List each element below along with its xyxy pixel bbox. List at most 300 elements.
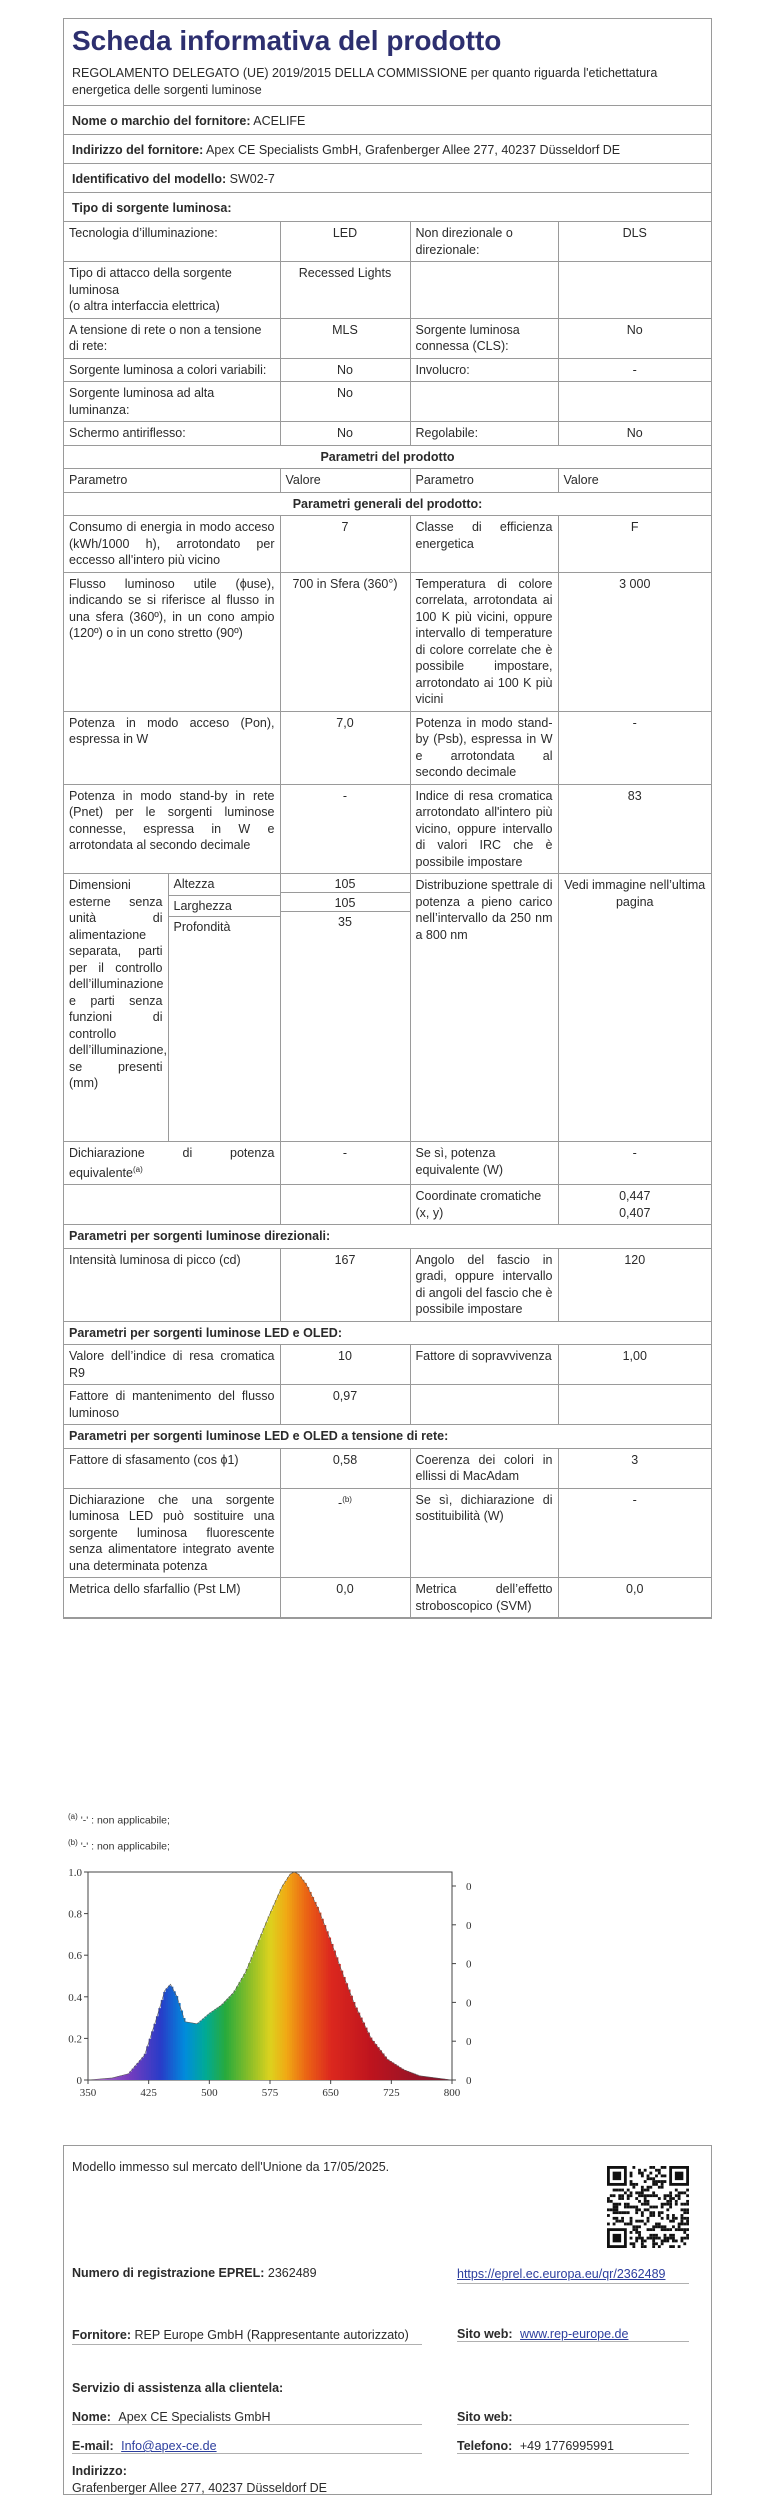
source-type-param-label: Tipo di attacco della sorgente luminosa (o altra interfaccia elettrica) (64, 262, 280, 319)
product-info-sheet (63, 18, 712, 1619)
source-type-param-value: No (558, 318, 711, 358)
col-header-param: Parametro (64, 469, 280, 493)
footnote-b-mark: (b) (68, 1837, 78, 1847)
spectrum-band (343, 1977, 346, 2080)
spectrum-band (243, 1974, 246, 2080)
spectrum-band (180, 2011, 183, 2080)
dim-width-value: 105 (281, 893, 410, 912)
supplier-value: REP Europe GmbH (Rappresentante autorizzato) (134, 2328, 409, 2342)
equivalent-power-value: - (280, 1142, 410, 1185)
footnote-b-text: '-' : non applicabile; (80, 1840, 170, 1852)
spectrum-band (258, 1940, 261, 2080)
spectrum-band (146, 2046, 149, 2080)
right-tick-label: 0 (466, 1919, 472, 1932)
source-type-param-value (558, 262, 711, 319)
spectrum-band (195, 2024, 198, 2080)
source-type-param-label (410, 262, 558, 319)
source-type-row (64, 318, 711, 358)
spectrum-band (345, 1983, 348, 2080)
source-type-param-label: Sorgente luminosa ad alta luminanza: (64, 382, 280, 422)
spectrum-band (161, 2000, 164, 2080)
y-tick-label: 0 (76, 2075, 82, 2087)
spectrum-band (234, 1991, 237, 2080)
spectrum-band (209, 2013, 212, 2080)
model-id-row (64, 164, 711, 193)
spectrum-band (418, 2076, 421, 2080)
spectrum-band (384, 2057, 387, 2080)
mains-param-label: Coerenza dei colori in ellissi di MacAdam (410, 1448, 558, 1488)
spectrum-band (217, 2008, 220, 2080)
spectrum-band (348, 1990, 351, 2080)
led-row (64, 1345, 711, 1385)
spectrum-band (260, 1934, 263, 2080)
spectrum-band (408, 2072, 411, 2080)
spectrum-band (231, 1994, 234, 2080)
spectrum-band (282, 1885, 285, 2080)
spectrum-band (389, 2061, 392, 2080)
x-tick-label: 350 (79, 2087, 97, 2099)
spectrum-band (401, 2069, 404, 2080)
x-tick-label: 575 (261, 2087, 279, 2099)
phone-value: +49 1776995991 (519, 2439, 615, 2453)
mains-param-label: Fattore di sfasamento (cos ϕ1) (64, 1448, 280, 1488)
right-tick-label: 0 (466, 2075, 472, 2087)
spectrum-band (187, 2022, 190, 2080)
chromaticity-row (64, 1185, 711, 1225)
spectrum-band (391, 2063, 394, 2080)
spectrum-band (357, 2013, 360, 2080)
spectrum-band (246, 1969, 249, 2080)
spectrum-band (326, 1931, 329, 2080)
spectrum-band (309, 1892, 312, 2080)
spectrum-band (190, 2023, 193, 2080)
general-param-value: 700 in Sfera (360°) (280, 572, 410, 711)
y-tick-label: 1.0 (68, 1867, 82, 1879)
general-row (64, 572, 711, 711)
mains-param-value: - (558, 1488, 711, 1578)
spectrum-band (403, 2070, 406, 2080)
service-name-value: Apex CE Specialists GmbH (118, 2410, 271, 2424)
spectrum-band (183, 2018, 186, 2080)
general-row (64, 784, 711, 874)
spectrum-band (321, 1919, 324, 2080)
regulation-text: REGOLAMENTO DELEGATO (UE) 2019/2015 DELLA COMMISSIONE per quanto riguarda l'etichettatura energetica delle sorgenti luminose (64, 61, 711, 106)
spectrum-band (302, 1880, 305, 2080)
led-title: Parametri per sorgenti luminose LED e OLED: (64, 1321, 711, 1345)
mains-param-value: 0,0 (558, 1578, 711, 1618)
beam-angle-value: 120 (558, 1248, 711, 1321)
spectrum-band (369, 2038, 372, 2080)
product-registration-box (63, 2145, 712, 2495)
spectrum-band (377, 2047, 380, 2080)
supplier-label: Fornitore: (72, 2328, 132, 2342)
spectrum-band (163, 1992, 166, 2080)
spectrum-band (141, 2057, 144, 2080)
source-type-param-label: Involucro: (410, 358, 558, 382)
mains-param-label: Metrica dell’effetto stroboscopico (SVM) (410, 1578, 558, 1618)
spectrum-band (219, 2006, 222, 2080)
spectrum-band (197, 2023, 200, 2080)
led-param-value (558, 1385, 711, 1425)
spectrum-band (353, 2002, 356, 2080)
email-label: E-mail: (72, 2439, 114, 2453)
mains-param-value: 3 (558, 1448, 711, 1488)
spectrum-band (229, 1996, 232, 2080)
x-tick-label: 425 (140, 2087, 157, 2099)
spectrum-band (139, 2060, 142, 2080)
spectrum-band (171, 1987, 174, 2080)
source-type-param-value: MLS (280, 318, 410, 358)
spectrum-band (423, 2076, 426, 2080)
general-param-value: 83 (558, 784, 711, 874)
supplier-name-value: ACELIFE (253, 114, 306, 128)
spectrum-band (336, 1957, 339, 2080)
spectrum-band (270, 1911, 273, 2080)
spectrum-band (214, 2009, 217, 2080)
source-type-param-label: Regolabile: (410, 422, 558, 446)
spectrum-band (166, 1988, 169, 2080)
spectrum-band (382, 2053, 385, 2080)
spectrum-band (212, 2011, 215, 2080)
spectral-distribution-chart (52, 1862, 492, 2122)
peak-intensity-label: Intensità luminosa di picco (cd) (64, 1248, 280, 1321)
y-tick-label: 0.6 (68, 1950, 82, 1963)
spectrum-band (255, 1946, 258, 2080)
spectrum-band (379, 2050, 382, 2080)
spectrum-band (178, 2003, 181, 2080)
mains-title: Parametri per sorgenti luminose LED e OLED a tensione di rete: (64, 1425, 711, 1449)
general-row (64, 516, 711, 573)
source-type-param-label: Tecnologia d’illuminazione: (64, 222, 280, 262)
y-tick-label: 0.8 (68, 1908, 82, 1921)
supplier-address-value: Apex CE Specialists GmbH, Grafenberger Allee 277, 40237 Düsseldorf DE (206, 143, 621, 157)
directional-title: Parametri per sorgenti luminose direzionali: (64, 1225, 711, 1249)
spectrum-band (144, 2054, 147, 2080)
source-type-param-value: - (558, 358, 711, 382)
spectrum-band (168, 1986, 171, 2080)
spectrum-band (323, 1925, 326, 2080)
model-id-value: SW02-7 (229, 172, 275, 186)
led-row (64, 1385, 711, 1425)
mains-row (64, 1578, 711, 1618)
equivalent-watt-value: - (558, 1142, 711, 1185)
source-type-row (64, 422, 711, 446)
spectrum-band (425, 2077, 428, 2080)
spectrum-band (175, 1996, 178, 2080)
general-param-label: Consumo di energia in modo acceso (kWh/1000 h), arrotondato per eccesso all'intero più vicino (64, 516, 280, 573)
general-param-value: - (558, 711, 711, 784)
spectrum-band (124, 2074, 127, 2080)
spectral-distribution-label: Distribuzione spettrale di potenza a pieno carico nell’intervallo da 250 nm a 800 nm (410, 874, 558, 1142)
page-title: Scheda informativa del prodotto (72, 25, 502, 56)
general-param-label: Potenza in modo stand-by (Psb), espressa in W e arrotondata al secondo decimale (410, 711, 558, 784)
spectrum-band (420, 2076, 423, 2080)
general-param-label: Temperatura di colore correlata, arrotondata ai 100 K più vicini, oppure intervallo di temperature di colore correlate che è possibile impostare, arrotondato ai 100 K più vicini (410, 572, 558, 711)
address-label: Indirizzo: (72, 2464, 127, 2478)
spectrum-band (311, 1897, 314, 2080)
footnote-a (68, 1806, 170, 1832)
spectrum-band (173, 1991, 176, 2080)
mains-param-value (280, 1488, 410, 1578)
spectrum-band (251, 1957, 254, 2080)
dim-depth-label: Profondità (173, 920, 231, 934)
spectrum-band (253, 1951, 256, 2080)
spectral-distribution-value: Vedi immagine nell’ultima pagina (558, 874, 711, 1142)
spectrum-band (374, 2044, 377, 2080)
spectrum-band (127, 2074, 130, 2080)
equivalent-power-label: Dichiarazione di potenza equivalente (69, 1146, 275, 1180)
spectrum-band (236, 1986, 239, 2080)
supplier-name-label: Nome o marchio del fornitore: (72, 114, 251, 128)
spectrum-band (137, 2063, 140, 2080)
source-type-param-label: A tensione di rete o non a tensione di rete: (64, 318, 280, 358)
spectrum-band (289, 1874, 292, 2080)
source-type-param-value: No (558, 422, 711, 446)
spectrum-band (355, 2008, 358, 2080)
x-tick-label: 725 (383, 2087, 400, 2099)
spectrum-band (192, 2023, 195, 2080)
dimensions-row (64, 874, 711, 1142)
eprel-link[interactable]: https://eprel.ec.europa.eu/qr/2362489 (457, 2267, 666, 2281)
spectrum-band (413, 2074, 416, 2080)
x-tick-label: 500 (201, 2087, 218, 2099)
mains-param-label: Se sì, dichiarazione di sostituibilità (W) (410, 1488, 558, 1578)
general-param-label: Indice di resa cromatica arrotondato all'intero più vicino, oppure intervallo di valori IRC che è possibile impostare (410, 784, 558, 874)
spectrum-band (117, 2076, 120, 2080)
spectrum-band (224, 2001, 227, 2080)
mains-param-value: 0,58 (280, 1448, 410, 1488)
spectrum-band (411, 2073, 414, 2080)
supplier-name-row (64, 106, 711, 135)
spectrum-band (306, 1887, 309, 2080)
source-type-param-value: DLS (558, 222, 711, 262)
spectrum-band (372, 2041, 375, 2080)
mains-param-label: Dichiarazione che una sorgente luminosa LED può sostituire una sorgente luminosa fluorescente senza alimentatore integrato avente una determinata potenza (64, 1488, 280, 1578)
spectrum-band (158, 2008, 161, 2080)
spectrum-band (185, 2022, 188, 2080)
note-a-marker: (a) (132, 1164, 143, 1174)
general-param-label: Flusso luminoso utile (ϕuse), indicando se si riferisce al flusso in una sfera (360º), in un cono ampio (120º) o in un cono stretto (90º) (64, 572, 280, 711)
col-header-param: Parametro (410, 469, 558, 493)
footnote-a-text: '-' : non applicabile; (80, 1814, 170, 1827)
spectrum-band (316, 1907, 319, 2080)
x-tick-label: 650 (322, 2087, 339, 2099)
x-tick-label: 800 (443, 2087, 461, 2099)
supplier-address-label: Indirizzo del fornitore: (72, 143, 204, 157)
spectrum-band (299, 1877, 302, 2080)
spectrum-band (367, 2033, 370, 2080)
right-tick-label: 0 (466, 1958, 472, 1971)
spectrum-band (120, 2076, 123, 2080)
source-type-param-value: Recessed Lights (280, 262, 410, 319)
general-param-value: 7 (280, 516, 410, 573)
spectrum-band (226, 1999, 229, 2080)
service-name-label: Nome: (72, 2410, 111, 2424)
dim-depth-value: 35 (338, 915, 352, 929)
spectrum-band (156, 2016, 159, 2080)
mains-row (64, 1448, 711, 1488)
general-row (64, 711, 711, 784)
service-web-label: Sito web: (457, 2410, 513, 2424)
supplier-web-label: Sito web: (457, 2327, 513, 2341)
spectrum-band (350, 1996, 353, 2080)
equivalent-watt-label: Se sì, potenza equivalente (W) (410, 1142, 558, 1185)
phone-label: Telefono: (457, 2439, 513, 2453)
supplier-website-link[interactable]: www.rep-europe.de (520, 2327, 629, 2341)
equivalent-power-row (64, 1142, 711, 1185)
spectrum-band (221, 2004, 224, 2080)
qr-code-icon (607, 2166, 689, 2248)
source-type-heading (64, 193, 711, 221)
spectrum-band (132, 2069, 135, 2080)
spectrum-band (362, 2023, 365, 2080)
led-param-value: 0,97 (280, 1385, 410, 1425)
spectrum-band (287, 1877, 290, 2080)
spectrum-band (406, 2071, 409, 2080)
spectrum-band (285, 1881, 288, 2080)
spectrum-band (272, 1905, 275, 2080)
email-link[interactable]: Info@apex-ce.de (121, 2439, 217, 2453)
spectrum-band (416, 2075, 419, 2080)
spectrum-band (241, 1978, 244, 2080)
footnote-a-mark: (a) (68, 1812, 78, 1821)
general-param-value: 3 000 (558, 572, 711, 711)
general-params-title: Parametri generali del prodotto: (64, 492, 711, 516)
spectrum-band (314, 1902, 317, 2080)
spectrum-band (331, 1944, 334, 2080)
chromaticity-label: Coordinate cromatiche (x, y) (410, 1185, 558, 1225)
general-param-label: Potenza in modo stand-by in rete (Pnet) per le sorgenti luminose connesse, espressa in W e arrotondata al secondo decimale (64, 784, 280, 874)
spectrum-band (154, 2024, 157, 2080)
source-type-param-value: No (280, 382, 410, 422)
source-type-param-value: No (280, 422, 410, 446)
spectrum-band (204, 2017, 207, 2080)
source-type-param-label (410, 382, 558, 422)
chromaticity-y: 0,407 (619, 1205, 651, 1220)
led-param-label: Fattore di mantenimento del flusso luminoso (64, 1385, 280, 1425)
dim-height-label: Altezza (168, 874, 280, 895)
value-text: - (338, 1495, 343, 1510)
spectrum-band (297, 1874, 300, 2080)
general-param-label: Classe di efficienza energetica (410, 516, 558, 573)
model-id-label: Identificativo del modello: (72, 172, 227, 186)
spectrum-band (151, 2031, 154, 2080)
spectrum-band (263, 1928, 266, 2080)
source-type-row (64, 262, 711, 319)
spectrum-band (200, 2021, 203, 2080)
spectrum-band (304, 1883, 307, 2080)
supplier-address-row (64, 135, 711, 164)
general-param-value: F (558, 516, 711, 573)
y-tick-label: 0.2 (68, 2033, 82, 2046)
spectrum-band (360, 2018, 363, 2080)
source-type-param-label: Schermo antiriflesso: (64, 422, 280, 446)
source-type-param-label: Sorgente luminosa a colori variabili: (64, 358, 280, 382)
spectrum-band (122, 2075, 125, 2080)
spectrum-band (365, 2028, 368, 2080)
y-tick-label: 0.4 (68, 1991, 82, 2004)
source-type-param-label: Non direzionale o direzionale: (410, 222, 558, 262)
spectrum-band (333, 1951, 336, 2080)
placed-on-market-text: Modello immesso sul mercato dell'Unione da 17/05/2025. (72, 2160, 390, 2174)
general-param-value: 7,0 (280, 711, 410, 784)
parameters-table (64, 221, 711, 1618)
spectrum-band (292, 1873, 295, 2080)
spectrum-band (328, 1938, 331, 2080)
directional-row (64, 1248, 711, 1321)
dimensions-label: Dimensioni esterne senza unità di alimentazione separata, parti per il controllo dell’illuminazione e parti senza funzioni di controllo dell’illuminazione, se presenti (mm) (64, 874, 168, 1141)
peak-intensity-value: 167 (280, 1248, 410, 1321)
spectrum-band (319, 1913, 322, 2080)
spectrum-band (277, 1895, 280, 2080)
col-header-value: Valore (280, 469, 410, 493)
source-type-param-value: No (280, 358, 410, 382)
spectrum-band (280, 1889, 283, 2080)
source-type-param-value (558, 382, 711, 422)
spectrum-band (248, 1963, 251, 2080)
spectrum-band (207, 2014, 210, 2080)
col-header-value: Valore (558, 469, 711, 493)
source-type-row (64, 382, 711, 422)
mains-param-label: Metrica dello sfarfallio (Pst LM) (64, 1578, 280, 1618)
led-param-label: Valore dell’indice di resa cromatica R9 (64, 1345, 280, 1385)
right-tick-label: 0 (466, 1881, 472, 1893)
right-tick-label: 0 (466, 1997, 472, 2010)
eprel-number: 2362489 (267, 2266, 317, 2280)
spectrum-band (386, 2059, 389, 2080)
general-param-value: - (280, 784, 410, 874)
spectrum-band (149, 2039, 152, 2080)
dim-height-value: 105 (281, 874, 410, 893)
spectrum-band (134, 2066, 137, 2080)
spectrum-band (202, 2019, 205, 2080)
source-type-param-label: Sorgente luminosa connessa (CLS): (410, 318, 558, 358)
beam-angle-label: Angolo del fascio in gradi, oppure intervallo di angoli del fascio che è possibile impostare (410, 1248, 558, 1321)
spectrum-band (399, 2067, 402, 2080)
mains-param-value: 0,0 (280, 1578, 410, 1618)
service-title: Servizio di assistenza alla clientela: (72, 2381, 284, 2395)
mains-row (64, 1488, 711, 1578)
spectrum-band (394, 2064, 397, 2080)
spectrum-band (275, 1900, 278, 2080)
led-param-label (410, 1385, 558, 1425)
led-param-label: Fattore di sopravvivenza (410, 1345, 558, 1385)
led-param-value: 1,00 (558, 1345, 711, 1385)
address-value: Grafenberger Allee 277, 40237 Düsseldorf DE (72, 2481, 328, 2495)
spectrum-band (238, 1982, 241, 2080)
spectrum-band (396, 2066, 399, 2080)
spectrum-band (294, 1873, 297, 2080)
source-type-param-value: LED (280, 222, 410, 262)
led-param-value: 10 (280, 1345, 410, 1385)
dim-width-label: Larghezza (168, 895, 280, 917)
spectrum-band (268, 1917, 271, 2080)
spectrum-band (338, 1964, 341, 2080)
chromaticity-x: 0,447 (619, 1189, 651, 1204)
footnote-b (68, 1832, 170, 1858)
footnotes (68, 1806, 170, 1857)
source-type-row (64, 358, 711, 382)
eprel-label: Numero di registrazione EPREL: (72, 2266, 265, 2280)
source-type-row (64, 222, 711, 262)
params-title: Parametri del prodotto (64, 445, 711, 469)
note-b-marker: (b) (342, 1494, 352, 1504)
spectrum-band (340, 1971, 343, 2080)
right-tick-label: 0 (466, 2036, 472, 2049)
spectrum-band (265, 1922, 268, 2080)
source-type-label: Tipo di sorgente luminosa: (72, 201, 232, 215)
general-param-label: Potenza in modo acceso (Pon), espressa in W (64, 711, 280, 784)
